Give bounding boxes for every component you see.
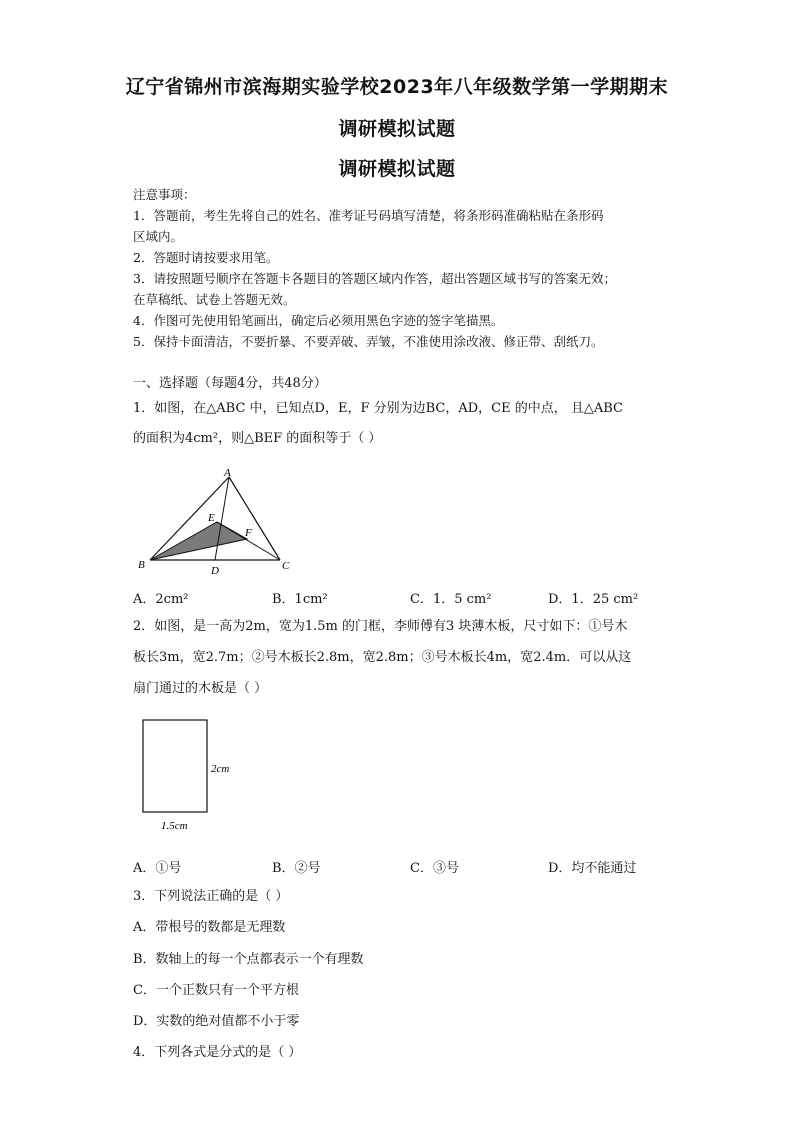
- notice-heading: 注意事项：: [133, 187, 196, 202]
- q3-option-c: C．一个正数只有一个平方根: [133, 983, 299, 998]
- door-frame: [143, 720, 207, 812]
- notice-line-3: 2．答题时请按要求用笔。: [133, 250, 279, 265]
- exam-title-line3: 调研模拟试题: [338, 158, 456, 180]
- notice-line-2: 区域内。: [133, 229, 184, 244]
- q3-option-b: B．数轴上的每一个点都表示一个有理数: [133, 952, 364, 967]
- exam-title-line1: 辽宁省锦州市滨海期实验学校2023年八年级数学第一学期期末: [125, 76, 669, 98]
- q1-option-d: D．1．25 cm²: [548, 592, 639, 607]
- q1-option-c: C．1．5 cm²: [410, 592, 492, 607]
- q1-triangle-figure: [135, 465, 305, 580]
- label-e: E: [208, 512, 215, 524]
- notice-line-7: 5．保持卡面清洁，不要折暴、不要弄破、弄皱，不准使用涂改液、修正带、刮纸刀。: [133, 334, 604, 349]
- notice-line-5: 在草稿纸、试卷上答题无效。: [133, 292, 296, 307]
- q4-stem: 4．下列各式是分式的是（ ）: [133, 1045, 302, 1060]
- label-a: A: [224, 467, 231, 479]
- q1-stem-line1: 1．如图，在△ABC 中，已知点D，E，F 分别为边BC，AD，CE 的中点， 且△ABC: [133, 401, 623, 416]
- label-b: B: [138, 559, 145, 571]
- q2-option-c: C．③号: [410, 861, 459, 876]
- door-width-label: 1.5cm: [161, 820, 188, 832]
- q2-stem-line2: 板长3m，宽2.7m；②号木板长2.8m，宽2.8m；③号木板长4m，宽2.4m．可以从这: [133, 650, 632, 665]
- label-d: D: [211, 565, 219, 577]
- q3-option-d: D．实数的绝对值都不小于零: [133, 1014, 300, 1029]
- q2-door-figure: [135, 712, 250, 837]
- q2-option-a: A．①号: [133, 861, 182, 876]
- q3-stem: 3．下列说法正确的是（ ）: [133, 889, 289, 904]
- notice-line-1: 1．答题前，考生先将自己的姓名、准考证号码填写清楚，将条形码准确粘贴在条形码: [133, 208, 604, 223]
- q1-option-b: B．1cm²: [272, 592, 328, 607]
- q2-option-b: B．②号: [272, 861, 321, 876]
- q3-option-a: A．带根号的数都是无理数: [133, 920, 286, 935]
- q2-stem-line3: 扇门通过的木板是（ ）: [133, 681, 268, 696]
- shaded-triangle-bef: [150, 522, 247, 560]
- label-c: C: [282, 560, 290, 572]
- q1-option-a: A．2cm²: [133, 592, 189, 607]
- q2-option-d: D．均不能通过: [548, 861, 637, 876]
- notice-line-6: 4．作图可先使用铅笔画出，确定后必须用黑色字迹的签字笔描黑。: [133, 313, 504, 328]
- label-f: F: [245, 527, 252, 539]
- exam-title-line2: 调研模拟试题: [338, 118, 456, 140]
- side-ac: [229, 477, 280, 560]
- q2-stem-line1: 2．如图，是一高为2m，宽为1.5m 的门框，李师傅有3 块薄木板，尺寸如下：①号木: [133, 619, 628, 634]
- q1-stem-line2: 的面积为4cm²，则△BEF 的面积等于（ ）: [133, 431, 382, 446]
- notice-line-4: 3．请按照题号顺序在答题卡各题目的答题区域内作答，超出答题区域书写的答案无效；: [133, 271, 616, 286]
- section-heading: 一、选择题（每题4分，共48分）: [133, 376, 327, 391]
- door-height-label: 2cm: [211, 763, 230, 775]
